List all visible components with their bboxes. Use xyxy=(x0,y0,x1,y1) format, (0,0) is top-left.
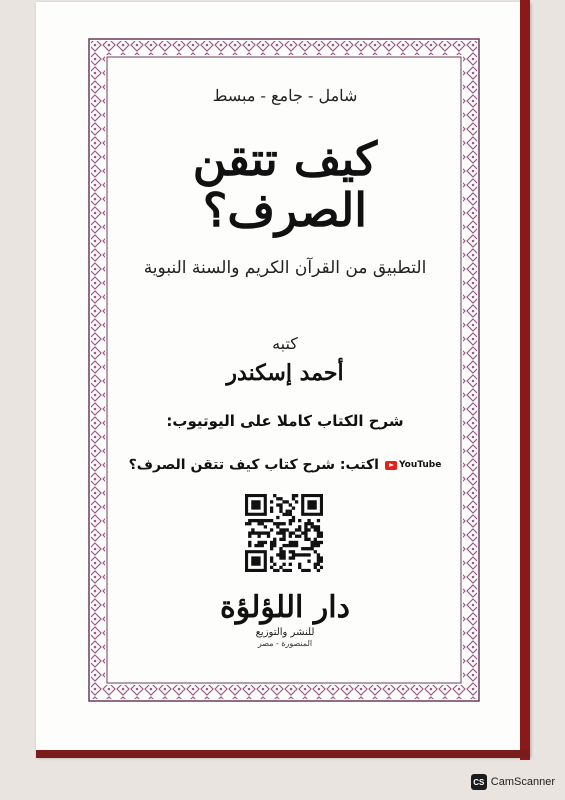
written-by-label: كتبه xyxy=(272,334,298,353)
youtube-search-instruction xyxy=(120,457,450,473)
youtube-label: YouTube xyxy=(398,460,442,470)
book-cover-edge xyxy=(520,0,530,760)
book-title: كيف تتقن الصرف؟ xyxy=(192,132,378,237)
cover-content xyxy=(120,72,450,672)
youtube-play-icon xyxy=(385,461,397,470)
publisher-name: دار اللؤلؤة xyxy=(220,590,350,625)
publisher-city: المنصورة - مصر xyxy=(257,639,313,648)
camscanner-label: CamScanner xyxy=(490,776,555,788)
youtube-badge xyxy=(385,460,441,470)
cover-subtitle: شامل - جامع - مبسط xyxy=(212,86,358,105)
author-name: أحمد إسكندر xyxy=(226,360,344,386)
book-tagline: التطبيق من القرآن الكريم والسنة النبوية xyxy=(143,258,427,278)
youtube-instruction-text: اكتب: شرح كتاب كيف تتقن الصرف؟ xyxy=(128,457,379,473)
publisher-subtitle: للنشر والتوزيع xyxy=(255,627,315,638)
youtube-explanation-heading: شرح الكتاب كاملا على اليوتيوب: xyxy=(166,412,404,430)
camscanner-logo-icon: CS xyxy=(471,774,487,790)
publisher-logo xyxy=(120,590,450,648)
book-cover-bottom-edge xyxy=(36,750,530,758)
camscanner-watermark xyxy=(471,774,555,790)
qr-code xyxy=(245,494,323,572)
